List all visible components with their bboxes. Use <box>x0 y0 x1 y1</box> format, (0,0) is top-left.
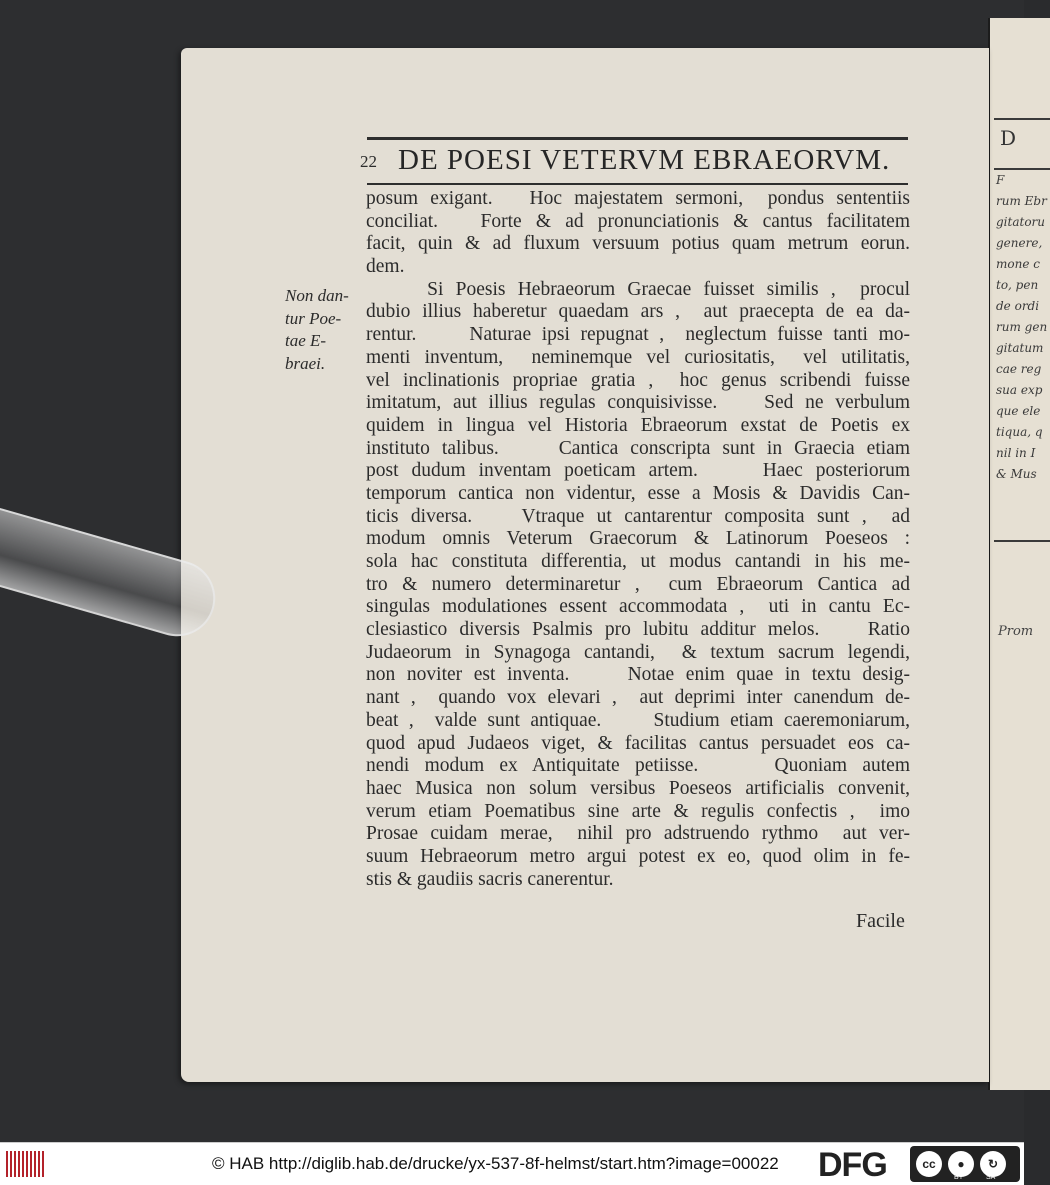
text-line: nendi modum ex Antiquitate petiisse. Quoniam autem <box>366 755 910 777</box>
text-line: suum Hebraeorum metro argui potest ex eo, quod olim in fe- <box>366 845 910 867</box>
text-line: conciliat. Forte & ad pronunciationis & cantus facilitatem <box>366 210 910 232</box>
facing-page-top-rule <box>994 118 1050 120</box>
page-number: 22 <box>360 152 377 171</box>
running-title: DE POESI VETERVM EBRAEORVM. <box>398 144 891 176</box>
text-line: quidem in lingua vel Historia Ebraeorum exstat de Poetis ex <box>366 414 910 436</box>
by-icon: ● <box>948 1151 974 1177</box>
margin-note <box>285 285 355 376</box>
facing-page-line: & Mus <box>996 467 1037 481</box>
text-line: sola hac constituta differentia, ut modus cantandi in his me- <box>366 551 910 572</box>
text-line: dem. <box>366 256 405 278</box>
dfg-logo: DFG <box>818 1146 887 1184</box>
header-rule-top <box>367 137 908 140</box>
facing-page-line: to, pen <box>996 278 1039 292</box>
text-line: ticis diversa. Vtraque ut cantarentur composita sunt , ad <box>366 505 910 527</box>
facing-page-text <box>996 170 1048 485</box>
text-line: instituto talibus. Cantica conscripta sunt in Graecia etiam <box>366 437 910 459</box>
margin-note-line: Non dan- <box>285 286 349 305</box>
facing-page-line: que ele <box>996 404 1041 418</box>
facing-page-initial: D <box>1000 126 1017 150</box>
text-line: dubio illius haberetur quaedam ars , aut praecepta de ea da- <box>366 301 910 323</box>
margin-note-line: braei. <box>285 354 326 374</box>
text-line: clesiastico diversis Psalmis pro lubitu additur melos. Ratio <box>366 619 910 641</box>
cc-license-badge[interactable] <box>910 1146 1020 1182</box>
text-line: Si Poesis Hebraeorum Graecae fuisset similis , procul <box>366 278 910 300</box>
text-line: haec Musica non solum versibus Poeseos artificialis convenit, <box>366 777 910 799</box>
facing-page-line: gitatum <box>996 341 1044 355</box>
sa-icon: ↻ <box>980 1151 1006 1177</box>
hab-logo-icon <box>6 1151 46 1177</box>
facing-page-line: genere, <box>996 236 1043 250</box>
margin-note-line: tur Poe- <box>285 308 342 328</box>
text-line: facit, quin & ad fluxum versuum potius quam metrum eorun. <box>366 233 910 255</box>
facing-page-line: cae reg <box>996 362 1042 376</box>
facing-page-margin: Prom <box>998 624 1034 639</box>
text-line: stis & gaudiis sacris canerentur. <box>366 868 614 890</box>
by-label: BY <box>954 1174 964 1181</box>
text-line: singulas modulationes essent accommodata , uti in cantu Ec- <box>366 596 910 618</box>
facing-page-line: F <box>996 173 1005 187</box>
facing-page-line: rum Ebr <box>996 194 1047 208</box>
facing-page-fragment <box>988 18 1050 1090</box>
credit-link[interactable]: © HAB http://diglib.hab.de/drucke/yx-537-8f-helmst/start.htm?image=00022 <box>212 1154 779 1173</box>
facing-page-bottom-rule <box>994 540 1050 542</box>
cc-icon: cc <box>916 1151 942 1177</box>
text-line: Prosae cuidam merae, nihil pro adstruendo rythmo aut ver- <box>366 823 910 845</box>
body-text <box>366 188 910 891</box>
text-line: non noviter est inventa. Notae enim quae in textu desig- <box>366 664 910 686</box>
text-line: posum exigant. Hoc majestatem sermoni, pondus sententiis <box>366 188 910 209</box>
text-line: post dudum inventam poeticam artem. Haec posteriorum <box>366 460 910 482</box>
margin-note-line: tae E- <box>285 331 327 351</box>
facing-page-line: de ordi <box>996 299 1040 313</box>
text-line: nant , quando vox elevari , aut deprimi inter canendum de- <box>366 687 910 709</box>
text-line: tro & numero determinaretur , cum Ebraeorum Cantica ad <box>366 573 910 595</box>
text-line: imitatum, aut illius regulas conquisivisse. Sed ne verbulum <box>366 392 910 414</box>
header-rule-bottom <box>367 183 908 185</box>
text-line: Judaeorum in Synagoga cantandi, & textum sacrum legendi, <box>366 641 910 663</box>
facing-page-line: mone c <box>996 257 1040 271</box>
text-line: menti inventum, neminemque vel curiositatis, vel utilitatis, <box>366 346 910 368</box>
catchword: Facile <box>856 910 905 932</box>
facing-page-line: sua exp <box>996 383 1043 397</box>
text-line: beat , valde sunt antiquae. Studium etiam caeremoniarum, <box>366 709 910 731</box>
facing-page-line: nil in I <box>996 446 1036 460</box>
facing-page-line: rum gen <box>996 320 1048 334</box>
footer-bar <box>0 1142 1024 1185</box>
text-line: quod apud Judaeos viget, & facilitas cantus persuadet eos ca- <box>366 732 910 754</box>
text-line: rentur. Naturae ipsi repugnat , neglectum fuisse tanti mo- <box>366 324 910 346</box>
text-line: vel inclinationis propriae gratia , hoc genus scribendi fuisse <box>366 369 910 391</box>
text-line: modum omnis Veterum Graecorum & Latinorum Poeseos : <box>366 528 910 550</box>
facing-page-line: gitatoru <box>996 215 1046 229</box>
text-line: temporum cantica non videntur, esse a Mosis & Davidis Can- <box>366 482 910 504</box>
text-line: verum etiam Poematibus sine arte & regulis confectis , imo <box>366 800 910 822</box>
facing-page-line: tiqua, q <box>996 425 1043 439</box>
sa-label: SA <box>986 1174 996 1181</box>
